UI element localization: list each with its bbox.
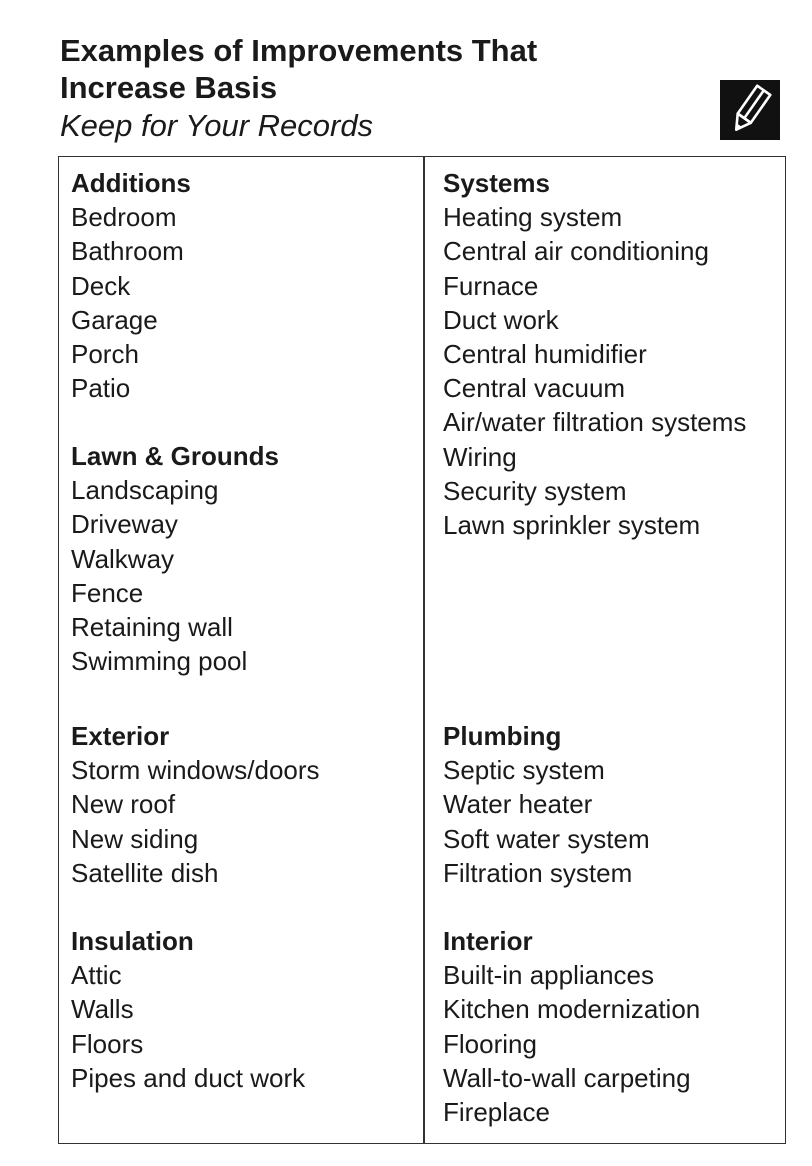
- column-divider: [423, 156, 425, 1144]
- list-item: Fireplace: [443, 1097, 550, 1128]
- list-item: Soft water system: [443, 823, 650, 854]
- list-item: Security system: [443, 475, 627, 506]
- section-additions: [71, 166, 191, 405]
- section-title: Exterior: [71, 721, 170, 751]
- section-plumbing: [443, 719, 650, 890]
- list-item: Water heater: [443, 789, 593, 820]
- list-item: Wall-to-wall carpeting: [443, 1062, 691, 1093]
- list-item: Central air conditioning: [443, 236, 709, 267]
- section-title: Insulation: [71, 926, 194, 956]
- section-exterior: [71, 719, 320, 890]
- list-item: Driveway: [71, 509, 178, 540]
- list-item: Porch: [71, 339, 139, 370]
- list-item: Walls: [71, 994, 134, 1025]
- section-lawn-grounds: [71, 439, 279, 678]
- section-insulation: [71, 924, 305, 1095]
- list-item: Air/water filtration systems: [443, 407, 747, 438]
- list-item: Filtration system: [443, 857, 633, 888]
- title-line-1: Examples of Improvements That: [60, 33, 538, 68]
- list-item: Heating system: [443, 202, 623, 233]
- list-item: Duct work: [443, 304, 559, 335]
- list-item: Furnace: [443, 270, 539, 301]
- section-title: Additions: [71, 168, 191, 198]
- section-title: Lawn & Grounds: [71, 441, 279, 471]
- list-item: Swimming pool: [71, 646, 248, 677]
- list-item: New roof: [71, 789, 176, 820]
- list-item: Kitchen modernization: [443, 994, 701, 1025]
- section-systems: [443, 166, 746, 542]
- title-line-2: Increase Basis: [60, 70, 278, 105]
- page-subtitle: Keep for Your Records: [60, 108, 374, 143]
- list-item: Pipes and duct work: [71, 1062, 306, 1093]
- list-item: Floors: [71, 1028, 144, 1059]
- section-interior: [443, 924, 700, 1129]
- list-item: Wiring: [443, 441, 517, 472]
- list-item: Lawn sprinkler system: [443, 510, 701, 541]
- page-title: [60, 32, 537, 106]
- list-item: Attic: [71, 960, 122, 991]
- list-item: Walkway: [71, 543, 175, 574]
- list-item: Patio: [71, 373, 131, 404]
- list-item: Flooring: [443, 1028, 537, 1059]
- list-item: Landscaping: [71, 475, 219, 506]
- list-item: Satellite dish: [71, 857, 219, 888]
- pencil-icon: [720, 80, 780, 140]
- list-item: Storm windows/doors: [71, 755, 320, 786]
- list-item: Bathroom: [71, 236, 184, 267]
- list-item: Central humidifier: [443, 339, 647, 370]
- list-item: Central vacuum: [443, 373, 626, 404]
- list-item: Garage: [71, 304, 158, 335]
- section-title: Interior: [443, 926, 533, 956]
- list-item: Fence: [71, 577, 144, 608]
- section-title: Systems: [443, 168, 550, 198]
- list-item: Deck: [71, 270, 131, 301]
- list-item: Retaining wall: [71, 612, 233, 643]
- list-item: Bedroom: [71, 202, 177, 233]
- section-title: Plumbing: [443, 721, 562, 751]
- list-item: New siding: [71, 823, 199, 854]
- list-item: Built-in appliances: [443, 960, 655, 991]
- list-item: Septic system: [443, 755, 605, 786]
